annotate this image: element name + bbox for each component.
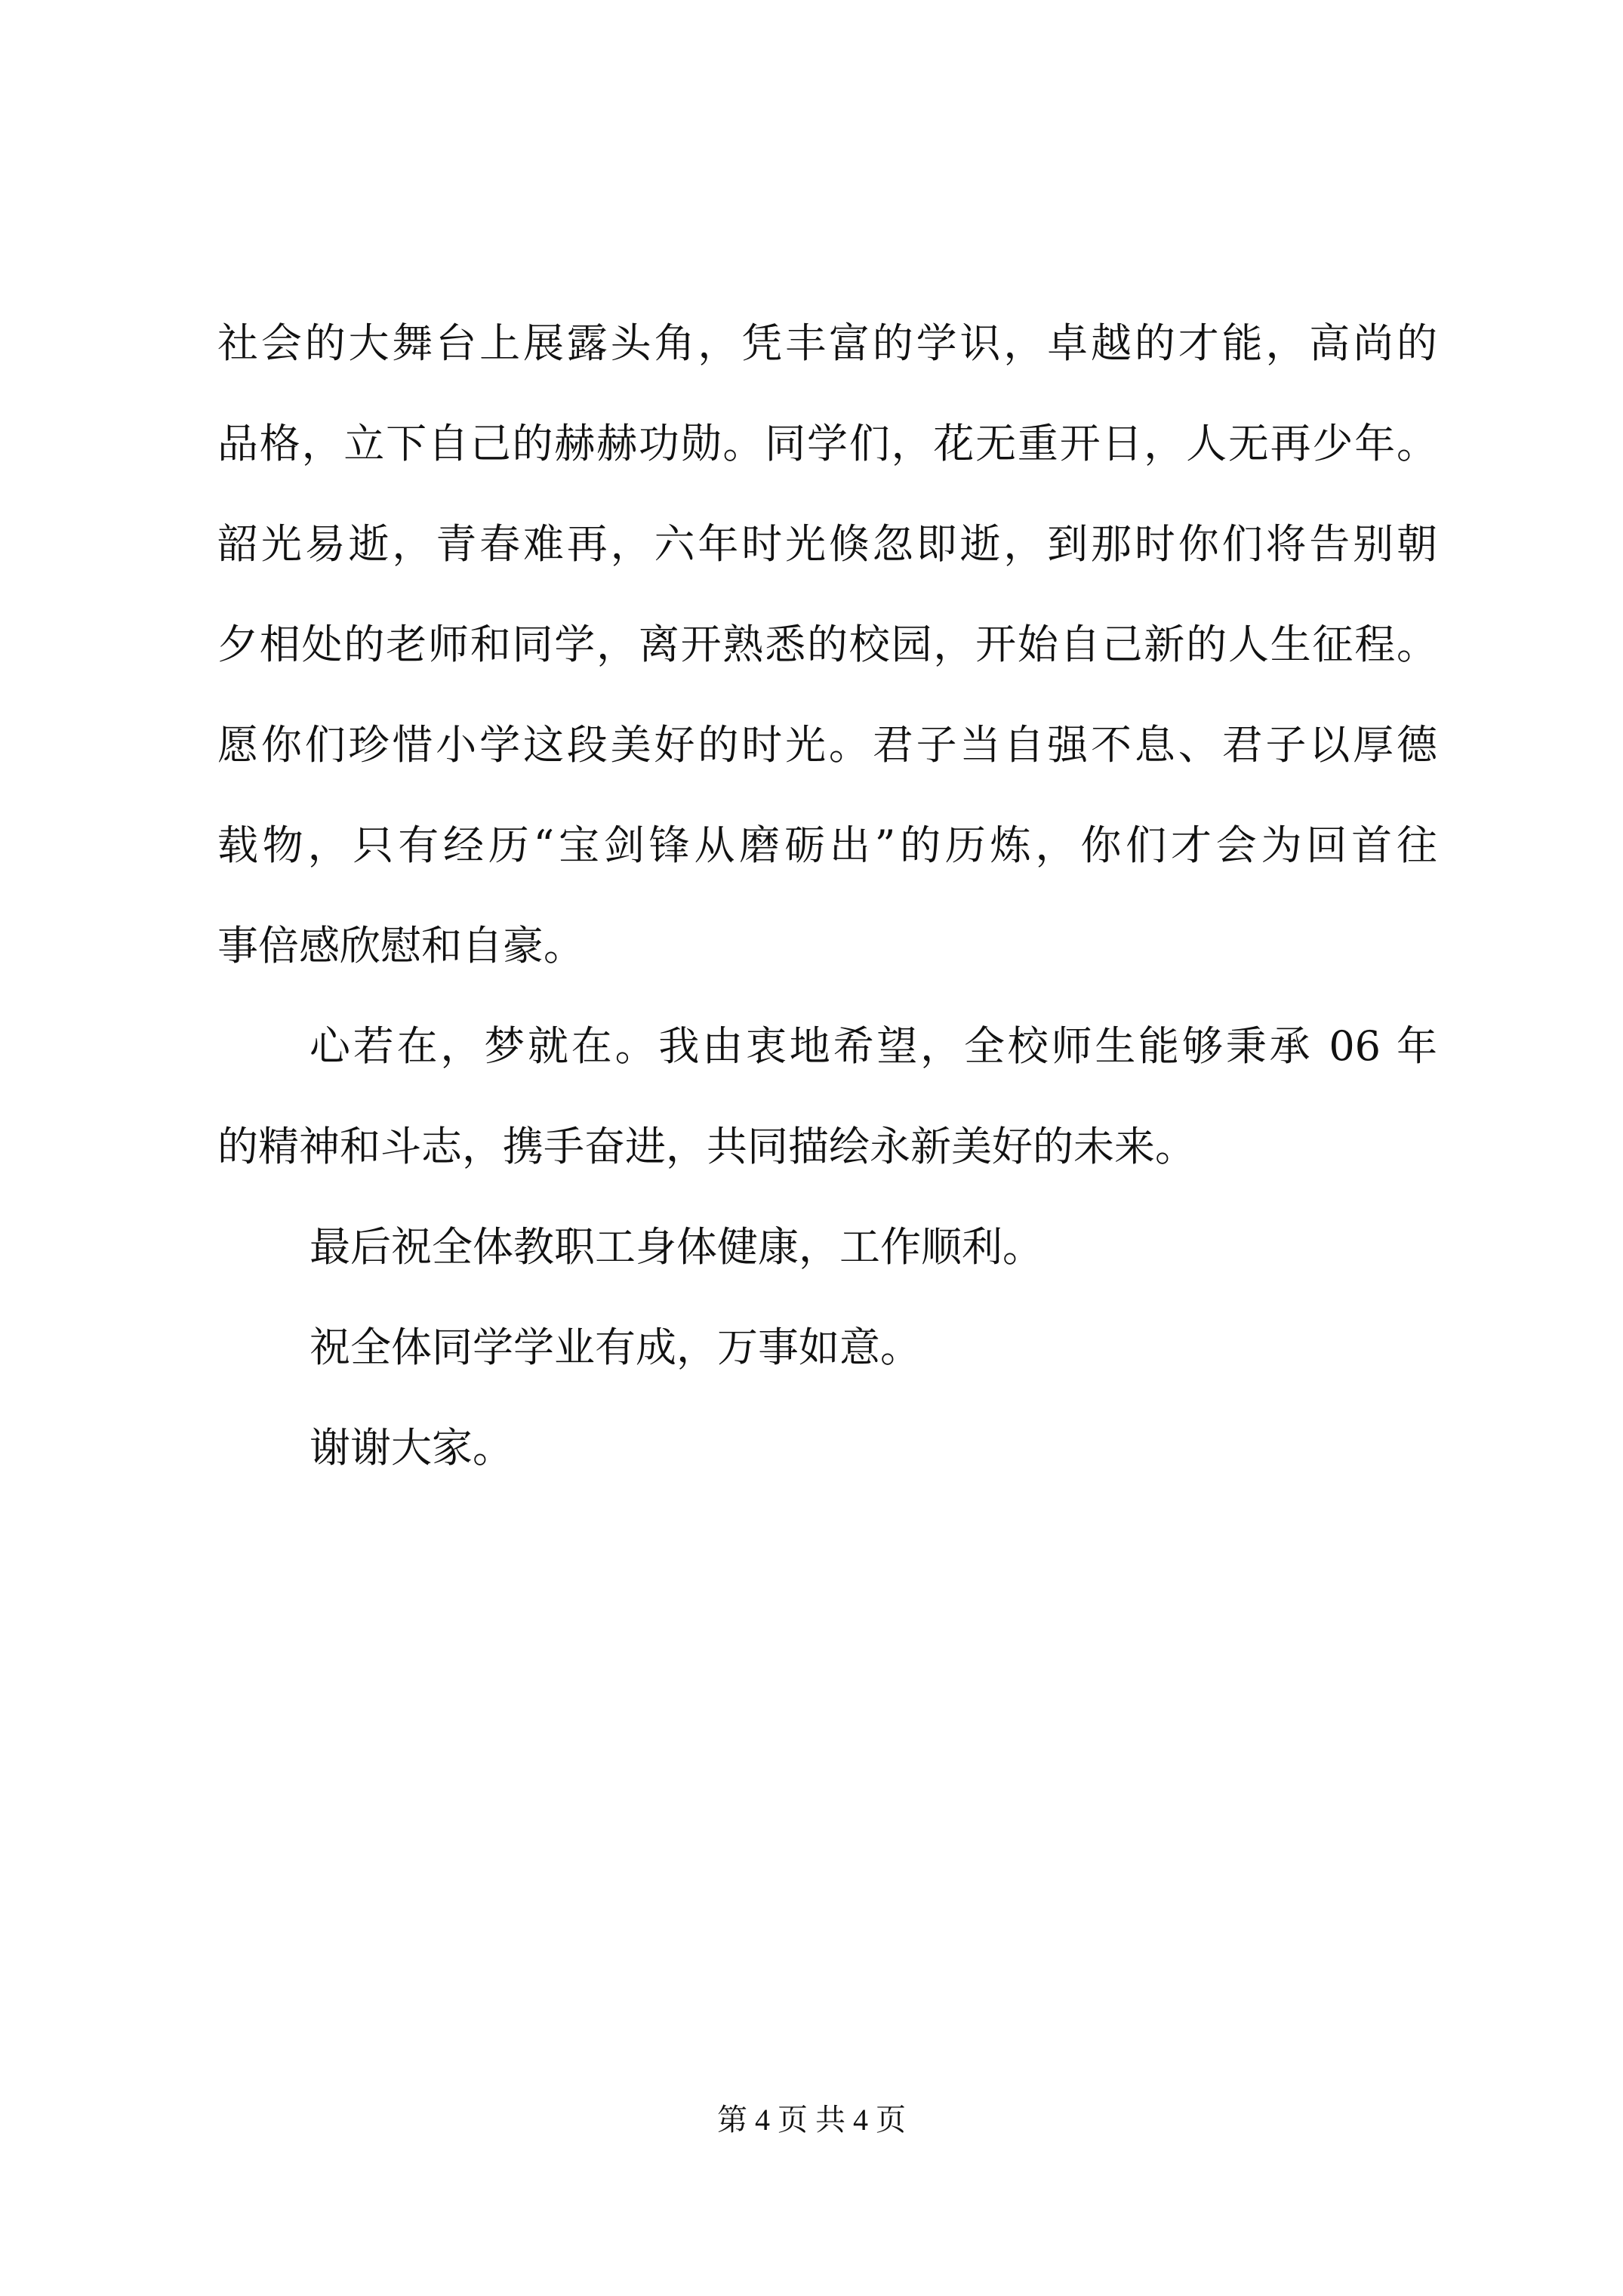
paragraph-wishes-students: 祝全体同学学业有成，万事如意。	[310, 1324, 921, 1371]
text-line: 的精神和斗志，携手奋进，共同描绘永新美好的未来。	[217, 1123, 1196, 1170]
text-line: 愿你们珍惜小学这段美好的时光。君子当自强不息、君子以厚德	[217, 721, 1437, 769]
paragraph-dream	[217, 996, 1437, 1197]
text-line: 夕相处的老师和同学，离开熟悉的校园，开始自己新的人生征程。	[217, 621, 1437, 668]
paragraph-thanks: 谢谢大家。	[310, 1424, 513, 1472]
paragraph-wishes-staff: 最后祝全体教职工身体健康，工作顺利。	[310, 1223, 1043, 1271]
text-line: 载物，只有经历“宝剑锋从磨砺出”的历炼，你们才会为回首往	[217, 821, 1437, 869]
paragraph-continuation	[217, 293, 1437, 996]
page-footer: 第 4 页 共 4 页	[717, 2103, 906, 2137]
text-line: 韶光易逝，青春难再，六年时光倏忽即逝，到那时你们将告别朝	[217, 520, 1437, 568]
text-line: 事倍感欣慰和自豪。	[217, 922, 584, 969]
document-body	[217, 293, 1437, 1498]
text-line: 社会的大舞台上展露头角，凭丰富的学识，卓越的才能，高尚的	[217, 319, 1437, 367]
text-line: 心若在，梦就在。我由衷地希望，全校师生能够秉承 06 年	[310, 1022, 1437, 1070]
text-line: 品格，立下自己的赫赫功勋。同学们，花无重开日，人无再少年。	[217, 420, 1437, 467]
